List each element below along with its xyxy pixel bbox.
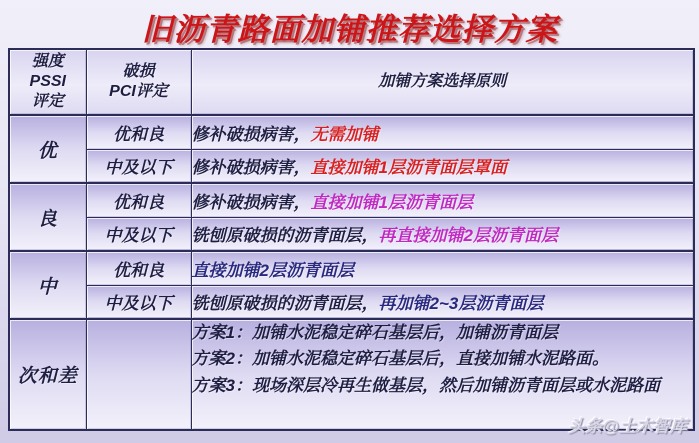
plan-plain-text: 铣刨原破损的沥青面层， bbox=[191, 294, 379, 314]
plan-accent-text: 无需加铺 bbox=[310, 124, 379, 144]
plan-accent-text: 直接加铺1层沥青面层 bbox=[310, 192, 473, 212]
plan-accent-text: 再加铺2~3层沥青面层 bbox=[378, 294, 544, 314]
plan-cell bbox=[191, 285, 694, 319]
col-header-pssi bbox=[9, 49, 86, 115]
plan-option-3: 方案3：现场深层冷再生做基层，然后加铺沥青面层或水泥路面 bbox=[191, 375, 660, 395]
plan-option-1: 方案1：加铺水泥稳定碎石基层后，加铺沥青面层 bbox=[191, 323, 558, 342]
pci-cell: 中及以下 bbox=[86, 285, 191, 319]
pci-cell: 优和良 bbox=[86, 251, 191, 285]
overlay-recommendation-table bbox=[8, 48, 695, 431]
header-line: 破损 bbox=[122, 63, 155, 80]
plan-plain-text: 修补破损病害， bbox=[191, 158, 311, 178]
plan-option-2: 方案2：加铺水泥稳定碎石基层后，直接加铺水泥路面。 bbox=[191, 349, 609, 369]
plan-cell bbox=[191, 217, 694, 251]
plan-cell bbox=[191, 115, 694, 149]
pci-cell: 中及以下 bbox=[86, 217, 191, 251]
header-line: 评定 bbox=[31, 93, 64, 110]
table-row bbox=[9, 115, 694, 149]
pci-cell: 优和良 bbox=[86, 115, 191, 149]
col-header-pci bbox=[86, 49, 191, 115]
header-line: PSSI bbox=[29, 73, 66, 90]
plan-accent-text: 再直接加铺2层沥青面层 bbox=[378, 226, 558, 246]
plan-accent-text: 直接加铺1层沥青面层罩面 bbox=[310, 158, 507, 178]
table-header-row bbox=[9, 49, 694, 115]
pssi-grade-poor: 次和差 bbox=[9, 319, 86, 430]
plan-cell bbox=[191, 183, 694, 217]
table-row bbox=[9, 183, 694, 217]
watermark: 头条@土木智库 bbox=[568, 417, 687, 436]
table-row bbox=[9, 217, 694, 251]
plan-cell bbox=[191, 251, 694, 285]
pci-cell: 优和良 bbox=[86, 183, 191, 217]
col-header-plan: 加铺方案选择原则 bbox=[191, 49, 694, 115]
page-title: 旧沥青路面加铺推荐选择方案 bbox=[141, 12, 558, 47]
plan-plain-text: 修补破损病害， bbox=[191, 192, 311, 212]
header-line: PCI评定 bbox=[109, 83, 168, 100]
pssi-grade-good: 良 bbox=[9, 183, 86, 251]
pssi-grade-excellent: 优 bbox=[9, 115, 86, 183]
table-row bbox=[9, 285, 694, 319]
plan-accent-text: 直接加铺2层沥青面层 bbox=[191, 260, 354, 280]
plan-cell bbox=[191, 149, 694, 183]
plan-plain-text: 修补破损病害， bbox=[191, 124, 311, 144]
pssi-grade-medium: 中 bbox=[9, 251, 86, 319]
pci-cell: 中及以下 bbox=[86, 149, 191, 183]
plan-plain-text: 铣刨原破损的沥青面层， bbox=[191, 226, 379, 246]
table-row bbox=[9, 149, 694, 183]
table-row bbox=[9, 251, 694, 285]
pci-cell-empty bbox=[86, 319, 191, 430]
header-line: 强度 bbox=[31, 53, 64, 70]
